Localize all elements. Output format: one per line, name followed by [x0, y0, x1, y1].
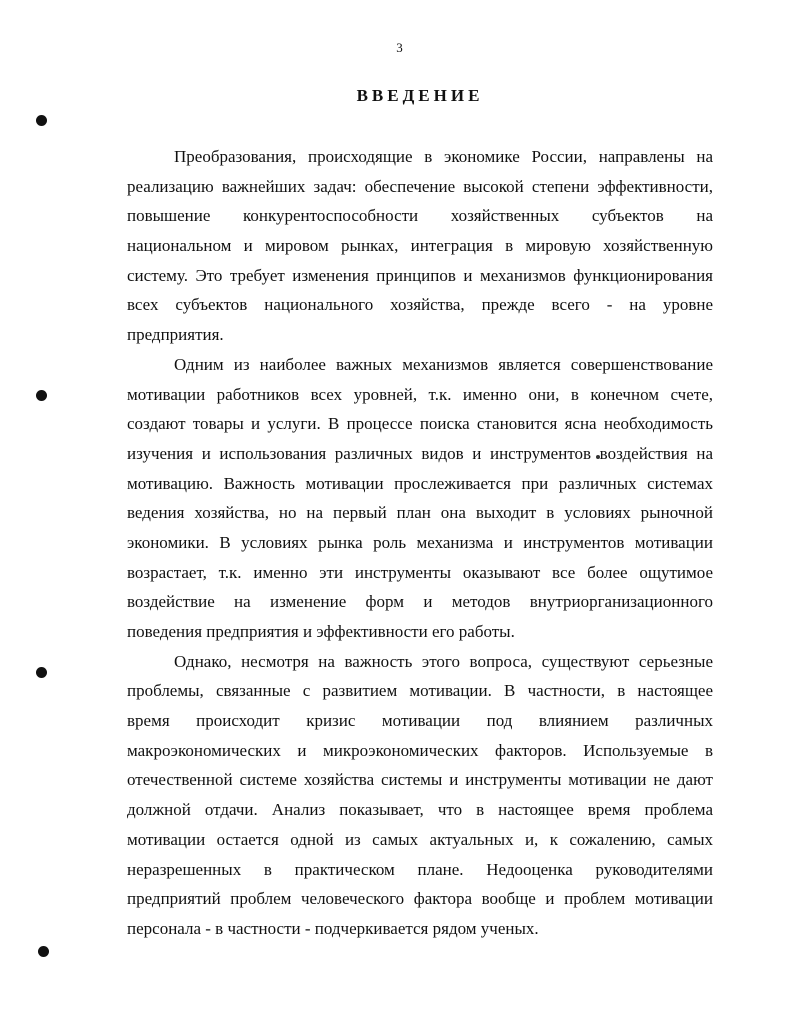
text-line: персонала - в частности - подчеркивается рядом ученых.	[127, 918, 539, 938]
text-line: национальном и мировом рынках, интеграция в мировую хозяйственную	[127, 236, 713, 256]
binding-hole-mark	[36, 390, 47, 401]
text-line: предприятия.	[127, 325, 224, 345]
paragraph	[127, 142, 713, 350]
paragraph	[127, 647, 713, 944]
text-line: мотивации работников всех уровней, т.к. именно они, в конечном счете,	[127, 384, 713, 404]
paragraph	[127, 350, 713, 647]
binding-hole-mark	[36, 115, 47, 126]
text-line: время происходит кризис мотивации под влиянием различных	[127, 711, 713, 731]
text-line: реализацию важнейших задач: обеспечение высокой степени эффективности,	[127, 176, 713, 196]
binding-hole-mark	[36, 667, 47, 678]
text-line: изучения и использования различных видов и инструментов воздействия на	[127, 443, 713, 463]
text-line: неразрешенных в практическом плане. Недооценка руководителями	[127, 859, 713, 879]
text-line: ведения хозяйства, но на первый план она выходит в условиях рыночной	[127, 503, 713, 523]
text-line: Преобразования, происходящие в экономике России, направлены на	[174, 147, 713, 166]
text-line: должной отдачи. Анализ показывает, что в настоящее время проблема	[127, 800, 713, 820]
page-title: ВВЕДЕНИЕ	[356, 86, 484, 105]
text-line: предприятий проблем человеческого фактора вообще и проблем мотивации	[127, 889, 713, 909]
text-line: макроэкономических и микроэкономических факторов. Используемые в	[127, 740, 713, 760]
page-number: 3	[396, 40, 403, 55]
text-line: проблемы, связанные с развитием мотивации. В частности, в настоящее	[127, 681, 713, 701]
text-line: Однако, несмотря на важность этого вопроса, существуют серьезные	[174, 651, 713, 671]
text-line: возрастает, т.к. именно эти инструменты оказывают все более ощутимое	[127, 562, 713, 582]
text-line: отечественной системе хозяйства системы и инструменты мотивации не дают	[127, 770, 713, 790]
text-line: мотивацию. Важность мотивации прослеживается при различных системах	[127, 473, 713, 493]
text-line: всех субъектов национального хозяйства, прежде всего - на уровне	[127, 295, 713, 315]
text-line: поведения предприятия и эффективности его работы.	[127, 622, 515, 641]
text-line: повышение конкурентоспособности хозяйственных субъектов на	[127, 206, 713, 226]
binding-hole-mark	[38, 946, 49, 957]
text-line: Одним из наиболее важных механизмов является совершенствование	[174, 354, 713, 374]
text-line: систему. Это требует изменения принципов и механизмов функционирования	[127, 265, 713, 285]
text-line: создают товары и услуги. В процессе поиска становится ясна необходимость	[127, 414, 713, 434]
text-line: воздействие на изменение форм и методов внутриорганизационного	[127, 592, 713, 612]
text-line: экономики. В условиях рынка роль механизма и инструментов мотивации	[127, 532, 713, 552]
body-text	[127, 142, 713, 944]
text-line: мотивации остается одной из самых актуальных и, к сожалению, самых	[127, 829, 713, 849]
